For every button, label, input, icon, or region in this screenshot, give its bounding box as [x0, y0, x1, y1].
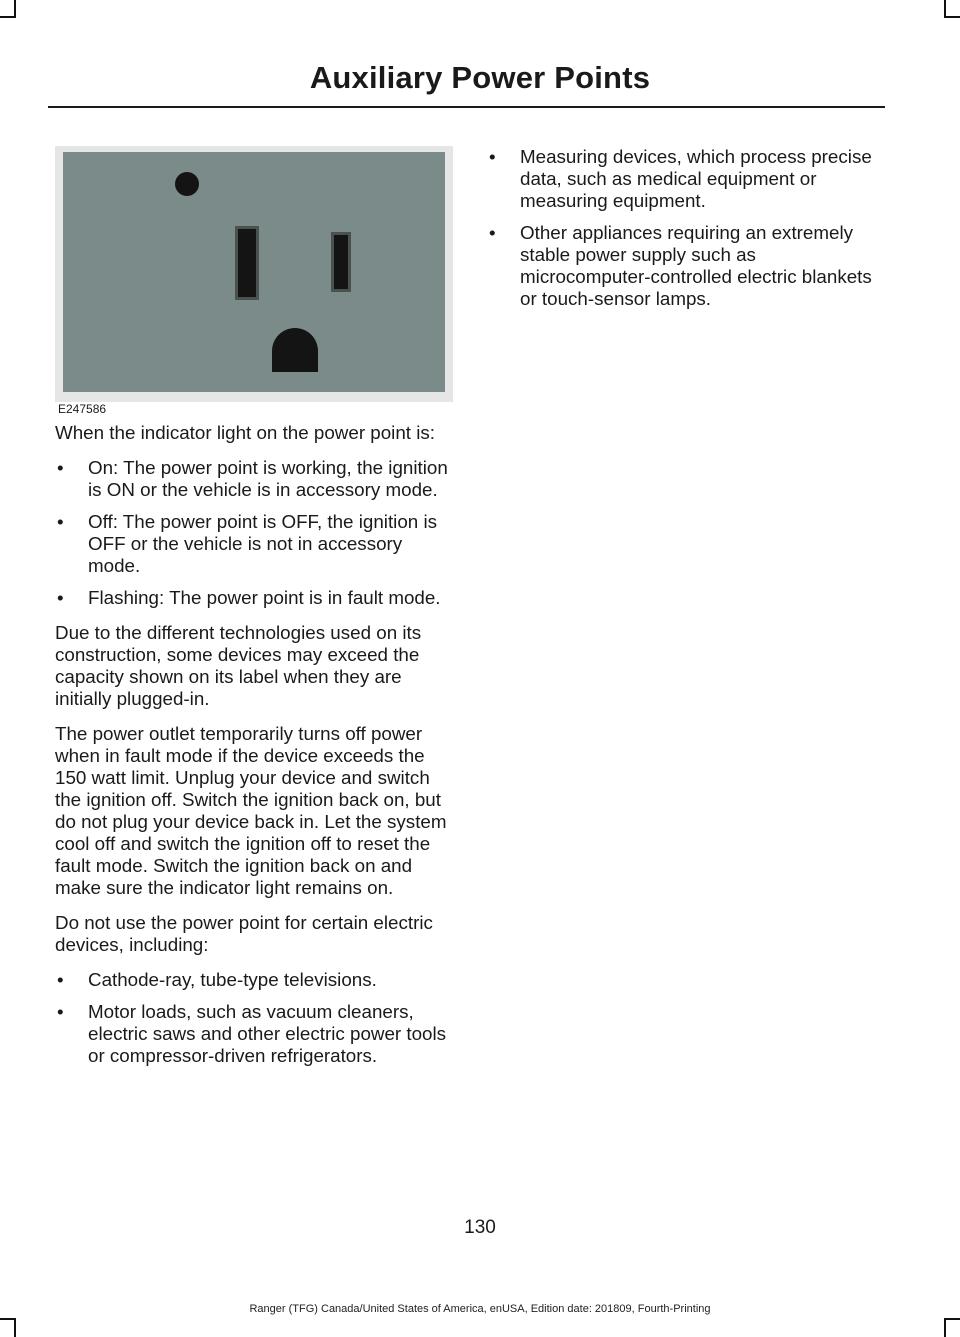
outlet-faceplate — [63, 152, 445, 392]
list-item — [55, 587, 453, 609]
list-item-text: Measuring devices, which process precise data, such as medical equipment or measuring equipment. — [520, 146, 872, 211]
crop-mark — [14, 1318, 16, 1337]
fault-mode-paragraph: The power outlet temporarily turns off power when in fault mode if the device exceeds the 150 watt limit. Unplug your device and switch the ignition off. Switch the ignition back on, but do not plug your device back in. Let the system cool off and switch the ignition off to reset the fault mode. Switch the ignition back on and make sure the indicator light remains on. — [55, 723, 447, 898]
bullet-glyph: • — [57, 1001, 64, 1022]
indicator-intro: When the indicator light on the power point is: — [55, 422, 436, 443]
bullet-glyph: • — [489, 222, 496, 243]
list-item — [487, 146, 885, 212]
crop-mark — [944, 1318, 946, 1337]
footer-edition: Ranger (TFG) Canada/United States of America, enUSA, Edition date: 201809, Fourth-Printing — [249, 1303, 711, 1315]
device-list-continued — [487, 146, 885, 310]
warning-paragraph: Do not use the power point for certain electric devices, including: — [55, 912, 433, 955]
bullet-glyph: • — [57, 587, 64, 608]
list-item — [55, 511, 453, 577]
list-item — [55, 1001, 453, 1067]
crop-mark — [944, 16, 960, 18]
device-list — [55, 969, 453, 1067]
crop-mark — [0, 16, 16, 18]
left-column — [55, 146, 453, 1080]
right-column — [487, 146, 885, 323]
page-title: Auxiliary Power Points — [309, 60, 651, 95]
list-item-text: Flashing: The power point is in fault mode. — [88, 587, 441, 608]
neutral-slot-icon — [235, 226, 259, 300]
list-item-text: Off: The power point is OFF, the ignition is OFF or the vehicle is not in accessory mode. — [88, 511, 438, 576]
crop-mark — [944, 1318, 960, 1320]
list-item-text: Cathode-ray, tube-type televisions. — [88, 969, 377, 990]
page-number: 130 — [464, 1217, 496, 1238]
crop-mark — [0, 1318, 16, 1320]
bullet-glyph: • — [57, 457, 64, 478]
ground-hole-icon — [272, 328, 318, 372]
list-item-text: Other appliances requiring an extremely stable power supply such as microcomputer-controlled electric blankets or touch-sensor lamps. — [520, 222, 872, 309]
power-outlet-figure — [55, 146, 453, 416]
list-item-text: On: The power point is working, the ignition is ON or the vehicle is in accessory mode. — [88, 457, 448, 500]
capacity-paragraph: Due to the different technologies used on its construction, some devices may exceed the capacity shown on its label when they are initially plugged-in. — [55, 622, 422, 709]
indicator-list — [55, 457, 453, 609]
figure-id: E247586 — [58, 402, 107, 416]
list-item — [55, 969, 453, 991]
list-item — [487, 222, 885, 310]
faceplate-screw-icon — [175, 172, 199, 196]
bullet-glyph: • — [57, 969, 64, 990]
hot-slot-icon — [331, 232, 351, 292]
bullet-glyph: • — [57, 511, 64, 532]
list-item-text: Motor loads, such as vacuum cleaners, electric saws and other electric power tools or compressor-driven refrigerators. — [88, 1001, 447, 1066]
list-item — [55, 457, 453, 501]
bullet-glyph: • — [489, 146, 496, 167]
header-divider — [48, 106, 885, 108]
